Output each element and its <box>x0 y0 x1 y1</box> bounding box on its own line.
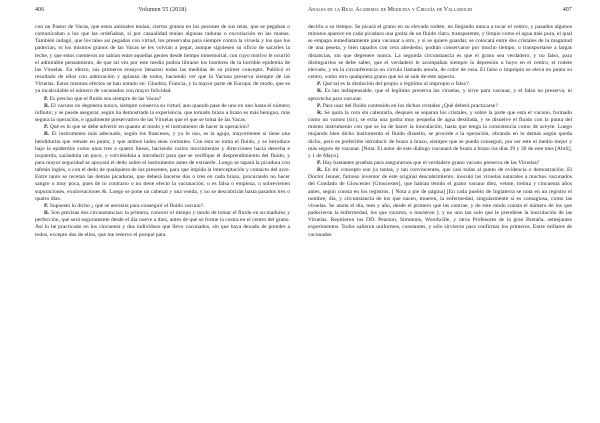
paragraph-text: El instrumento más adecuado, según los franceses, y yo le uso, es la aguja, mayormente si tiene una hendidurita que remate en punta, y que ambos lados sean cortantes. Con ésta se toma el fluido, y se introduce bajo la epidermis como unas tres o quatro líneas, haciendo varios movimientos y direcciones hacia derecha e izquierda, sacándola un poco, y volviéndola a introducir para que se verifique el desprendimiento del fluido, y para mayor seguridad se apoyará el dedo sobre el instrumento antes de extraerle. Luego se tapará la picadura con tafetán inglés, o con el dedo de qualquiera de los presentes, para que impida la interceptación y contacto del ayre. Entre tanto se recetan las demás picaduras, que deberá hacerse dos o tres en cada brazo, procurando no hacer sangre o muy poca, pues de lo contrario o no tiene efecto la vacunación, o es falsa o empieza, o sobrevienen supuraciones, exulceraciones &. Luego se pone un cabezal y una venda, y no se descubrirán hasta pasados tres o quatro días. <box>35 131 290 202</box>
page-number: 406 <box>35 7 45 13</box>
page-number: 407 <box>562 7 572 13</box>
speaker-label: P. <box>44 95 49 102</box>
paragraph-text: Hay bastantes pruebas para asegurarnos que el verdadero grano vacuno preserva de las Viruelas? <box>321 159 540 166</box>
speaker-label: R. <box>317 167 323 174</box>
speaker-label: R. <box>44 210 50 217</box>
paragraph-text: Para usar del fluido contenido en los dichos cristales ¿Qué deberá practicarse? <box>321 102 498 109</box>
running-title: Volumen 55 (2018) <box>138 7 187 13</box>
paragraph-text: Se quita la cera sin calentarla, después se separan los cristales, y sobre la parte que está el vacuno, formado como un varnez (sic), se echa una gotita muy pequeña de agua destilada, y se disuelve el fluido con la punta del mismo instrumento con que se ha de hacer la inoculación, hasta que tenga la consistencia como de aceyte. Luego mojando bien dicho instrumento el fluido disuelto, se procede a la operación, obrando en lo demás según queda dicho, pero es preferible introducir de brazo a brazo, siempre que se pueda conseguir, por ser este el medio mejor y más seguro de vacunar. [Nota. El autor de este diálogo vacunará de brazo a brazo los días 29 y 30 de este mes [Abril], y 1 de Mayo]. <box>308 109 572 159</box>
running-title: Anales de la Real Academia de Medicina y Cirugía de Valladolid <box>308 7 473 13</box>
paragraph <box>35 203 290 210</box>
paragraph-text: Son precisas dos circunstancias: la primera, conocer el tiempo y modo de tomar el fluido en su madurez y perfección, que será seguramente desde el día nueve a diez, antes de que se forme la costra en el centro del grano. Así lo he practicado en los cincuenta y dos individuos que llevo vacunados, sin que haya dexado de prender a todos, excepto dos de ellos, que me reservo el porqué para <box>35 210 290 238</box>
speaker-label: R. <box>44 102 50 109</box>
paragraph <box>35 131 290 203</box>
page-body <box>35 24 290 239</box>
paragraph-text: El vacuno no degenera nunca, siempre conserva su virtud, aun quando pase de uno en uno hasta el número infinito; y se puede asegurar, según ha demostrado la experiencia, que tomado brazo a brazo es más benigno, más segura la operación, e igualmente preservativo de las Viruelas que el que se toma de las Vacas. <box>35 102 290 124</box>
page-body <box>308 24 572 239</box>
paragraph-text: Supuesto lo dicho ¿ qué se necesita para conseguir el fluido vacuno?. <box>48 202 205 209</box>
paragraph-text: Qué es lo que se debe advertir en quanto al modo y el instrumento de hacer la operación? <box>48 124 250 131</box>
speaker-label: P. <box>317 81 322 88</box>
paragraph <box>35 103 290 124</box>
paragraph <box>35 24 290 96</box>
paragraph-text: Es preciso que el fluido sea siempre de las Vacas? <box>48 95 162 102</box>
page-header <box>308 6 572 14</box>
paragraph <box>308 24 572 81</box>
paragraph-text: Qué tal es la distinción del propio o legítimo al impropio o falso?. <box>321 81 471 88</box>
paragraph <box>308 167 572 239</box>
speaker-label: R. <box>317 88 323 95</box>
paragraph <box>308 110 572 160</box>
paragraph <box>35 210 290 239</box>
paragraph-text: En mi concepto son ya tantas, y tan convincentes, que casi todas al punto de evidencia o demostración. El Doctor Jenner, famoso inventor de este original descubrimiento, inoculó las viruelas naturales a muchos vacunados del Condado de Gloscester [Gloucester], que habían tenido el grano vacuno diez, veinte, treinta y cincuenta años antes, según consta en los registros. [ Nota a pie de página] [En cada pueblo de Inglaterra se nota en un registro el nombre, día, y circunstancia de los que nacen, mueren, la enfermedad, singularmente si es contagiosa, como las viruelas. Se anota el día, mes y año, desde el primero que las contrae, y de este modo consta el número de los que padecieron la enfermedad, los que curaron, o murieron ]. y no uno tan solo que le prendiese la inoculación de las Viruelas. Repitieron los DD. Pearson, Simmons, Woodwille, y otros Profesores de la gran Bretaña, semejantes experimentos. Todos salieron uniformes, constantes, y sólo sirvieron para confirmar los primeros. Entre millares de vacunados <box>308 167 572 238</box>
paragraph-text: Es tan indispensable, que el legítimo preserva las viruelas, y sirve para vacunar, y el falso no preserva, ni aprovecha para vacunar. <box>308 88 572 102</box>
right-page <box>300 0 600 423</box>
paragraph-text: decirlo a su tiempo. Se picará el grano en su elevado rodete, no llegando nunca a tocar el centro, y pasados algunos minutos aparece en cada picadura una gotita de un fluido claro, transparente, y limpio como el agua más pura, el qual se empapa inmediatamente para vacunar a otro, y si se quiere guardar, se colocará entre dos cristales de la magnitud de una peseta, y bien tapados con cera alrededor, podrán conservarse por mucho tiempo, o transportarse a largas distancias, sin que degenere nunca. La segunda circunstancia es que el grano sea verdadero, y no falso, para distinguirlos se debe saber, que el verdadero le acompañan siempre la depresión u hoyo en el centro, el rodete elevado, y en la circunferencia un círculo llamado areola, de color de rosa. El falso o impropio se eleva en punta su centro, como otro qualquiera grano que no se sale de este aspecto. <box>308 24 572 81</box>
speaker-label: P. <box>44 124 49 131</box>
paragraph <box>35 96 290 103</box>
paragraph-text: con un Pastor de Vacas, que estos animales tenían, ciertos granos en los pezones de sus tetas, que se pegaban o comunicaban a los que las ordeñaban, si por casualidad tenían algunas raduras o excoriación en las manos. También indagó, que los tales así pegados con virtud, los preservaba para siempre contra la viruela y los que los padecían, ni los mismos granos de las Vacas se les volvían a pegar, aunque siguiesen su oficio de sacarles la leche, y que estos cuenteros no sabían entre aquellas gentes desde tiempo inmemorial, con cuyo motivo le ocurrió el admirable pensamiento, de que tal vez por este medio podría librarse los hombres de la horrible epidemia de las Viruelas. En efecto, sus primeros ensayos llenaron todas las medidas de su primer concepto. Publicó el resultado de ellos con admiración y aplauso de todos, haciendo ver que la Vacuna preserva siempre de las Viruelas. Estos mismos efectos se han notado en: Ginebra, Francia, y la mayor parte de Europa; de modo, que es ya incalculable el número de vacunados con mayor felicidad. <box>35 24 290 95</box>
speaker-label: P. <box>317 102 322 109</box>
speaker-label: P. <box>317 159 322 166</box>
speaker-label: R. <box>44 131 50 138</box>
paragraph <box>308 88 572 102</box>
paragraph <box>308 103 572 110</box>
page-header <box>35 6 290 14</box>
speaker-label: R. <box>317 109 323 116</box>
speaker-label: P. <box>44 202 49 209</box>
paragraph <box>308 160 572 167</box>
